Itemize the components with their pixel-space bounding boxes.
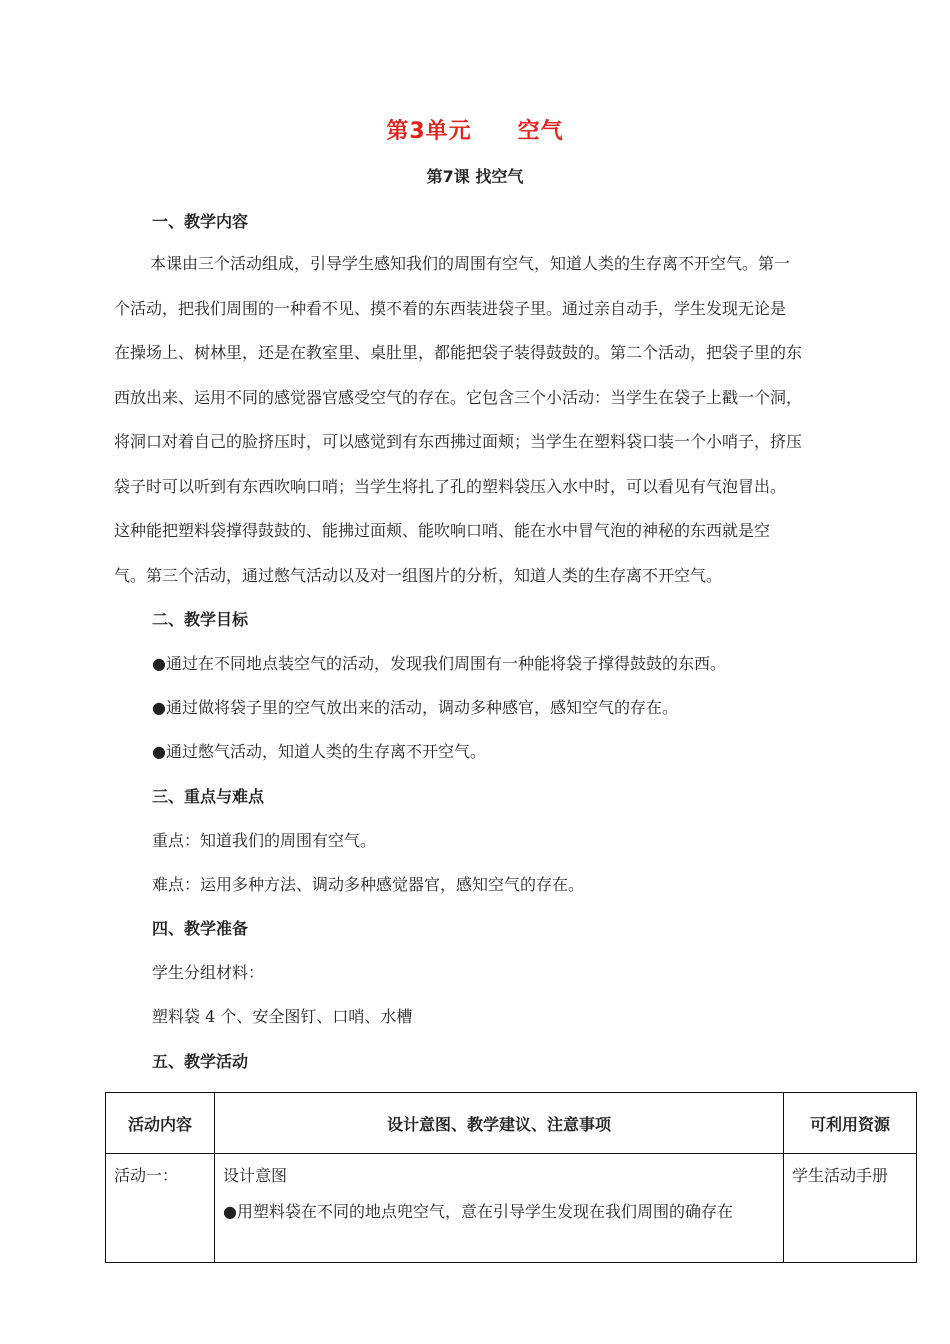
- lesson-title: 第7课 找空气: [426, 167, 524, 186]
- teaching-content-paragraph: [114, 242, 842, 598]
- header-activity: 活动内容: [106, 1093, 215, 1154]
- header-design: 设计意图、教学建议、注意事项: [215, 1093, 784, 1154]
- unit-number: 第3单元: [386, 119, 472, 144]
- table-header-row: [106, 1093, 917, 1154]
- paragraph-line: 将洞口对着自己的脸挤压时，可以感觉到有东西拂过面颊；当学生在塑料袋口装一个小哨子，挤压: [114, 432, 803, 451]
- goal-item: ●通过在不同地点装空气的活动，发现我们周围有一种能将袋子撑得鼓鼓的东西。: [152, 654, 726, 673]
- unit-title: [0, 114, 950, 145]
- paragraph-line: 袋子时可以听到有东西吹响口哨；当学生将扎了孔的塑料袋压入水中时，可以看见有气泡冒出。: [114, 476, 787, 496]
- paragraph-line: 这种能把塑料袋撑得鼓鼓的、能拂过面颊、能吹响口哨、能在水中冒气泡的神秘的东西就是空: [114, 521, 771, 540]
- table-row: [106, 1154, 917, 1263]
- unit-topic: 空气: [517, 119, 564, 144]
- section-heading-key-points: 三、重点与难点: [152, 787, 265, 806]
- section-heading-goals: 二、教学目标: [152, 610, 249, 629]
- goal-item: ●通过憋气活动，知道人类的生存离不开空气。: [152, 742, 486, 761]
- activities-table: [105, 1092, 917, 1263]
- activity-cell: 活动一：: [106, 1154, 215, 1263]
- materials-label: 学生分组材料：: [152, 963, 265, 982]
- design-label: 设计意图: [223, 1166, 288, 1185]
- materials-list: 塑料袋 4 个、安全图钉、口哨、水槽: [152, 1007, 413, 1026]
- paragraph-line: 个活动，把我们周围的一种看不见、摸不着的东西装进袋子里。通过亲自动手，学生发现无论是: [114, 298, 787, 318]
- paragraph-line: 气。第三个活动，通过憋气活动以及对一组图片的分析，知道人类的生存离不开空气。: [114, 565, 723, 585]
- section-heading-activities: 五、教学活动: [152, 1052, 249, 1071]
- difficulty: 难点：运用多种方法、调动多种感觉器官，感知空气的存在。: [152, 875, 585, 894]
- paragraph-line: 西放出来、运用不同的感觉器官感受空气的存在。它包含三个小活动：当学生在袋子上戳一个洞，: [114, 387, 803, 407]
- goal-item: ●通过做将袋子里的空气放出来的活动，调动多种感官，感知空气的存在。: [152, 698, 678, 717]
- header-resources: 可利用资源: [784, 1093, 917, 1154]
- design-text: ●用塑料袋在不同的地点兜空气，意在引导学生发现在我们周围的确存在: [223, 1202, 733, 1221]
- paragraph-line: 在操场上、树林里，还是在教室里、桌肚里，都能把袋子装得鼓鼓的。第二个活动，把袋子里的东: [114, 343, 803, 362]
- design-cell: [215, 1154, 784, 1263]
- paragraph-line: 本课由三个活动组成，引导学生感知我们的周围有空气，知道人类的生存离不开空气。第一: [150, 254, 791, 273]
- key-point: 重点：知道我们的周围有空气。: [152, 831, 377, 850]
- resource-cell: 学生活动手册: [784, 1154, 917, 1263]
- section-heading-preparation: 四、教学准备: [152, 919, 249, 938]
- section-heading-content: 一、教学内容: [152, 212, 249, 231]
